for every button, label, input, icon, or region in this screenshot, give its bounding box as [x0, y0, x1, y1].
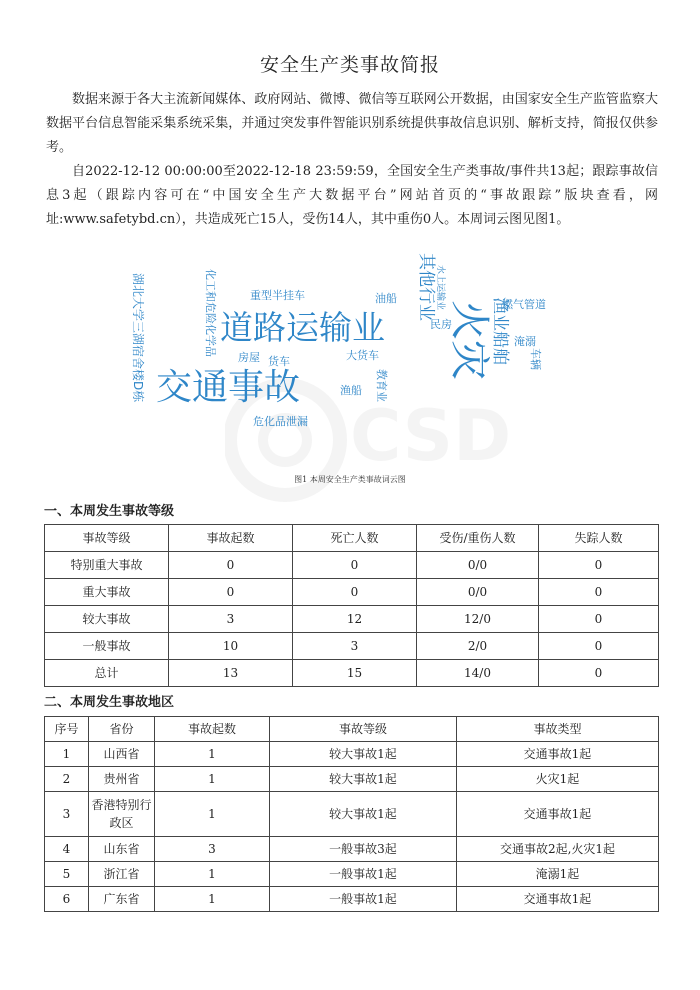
header-cell: 受伤/重伤人数 — [417, 525, 539, 552]
header-cell: 序号 — [45, 717, 89, 742]
table-row — [45, 837, 659, 862]
table-cell: 0 — [539, 660, 659, 687]
table-cell: 交通事故1起 — [457, 887, 659, 912]
table-row — [45, 579, 659, 606]
table-cell: 火灾1起 — [457, 767, 659, 792]
table-header-row — [45, 717, 659, 742]
word-drowning: 淹溺 — [514, 335, 536, 348]
table-cell: 3 — [169, 606, 293, 633]
table-cell: 浙江省 — [89, 862, 155, 887]
word-cloud-caption: 图1 本周安全生产类事故词云图 — [294, 475, 406, 484]
table-cell: 交通事故2起,火灾1起 — [457, 837, 659, 862]
table-row — [45, 552, 659, 579]
accident-level-table — [44, 524, 659, 687]
table-cell: 4 — [45, 837, 89, 862]
word-fishing-boat: 渔船 — [340, 384, 362, 397]
intro-paragraph: 数据来源于各大主流新闻媒体、政府网站、微博、微信等互联网公开数据，由国家安全生产监管监察大数据平台信息智能采集系统采集，并通过突发事件智能识别系统提供事故信息识别、解析支持，简报仅供参考。 — [46, 92, 658, 155]
word-house: 房屋 — [238, 351, 260, 364]
table-cell: 0 — [293, 552, 417, 579]
word-cloud — [120, 245, 580, 465]
table-cell: 3 — [155, 837, 270, 862]
watermark-text: CSD — [350, 395, 512, 477]
table-cell: 重大事故 — [45, 579, 169, 606]
table-cell: 一般事故3起 — [270, 837, 457, 862]
table-cell: 一般事故1起 — [270, 887, 457, 912]
table-row — [45, 633, 659, 660]
table-cell: 1 — [155, 792, 270, 837]
header-cell: 失踪人数 — [539, 525, 659, 552]
word-residential: 民房 — [430, 318, 452, 331]
table-cell: 2 — [45, 767, 89, 792]
table-cell: 较大事故 — [45, 606, 169, 633]
table-cell: 0/0 — [417, 552, 539, 579]
table-cell: 香港特别行政区 — [89, 792, 155, 837]
table-cell: 1 — [155, 742, 270, 767]
table-cell: 6 — [45, 887, 89, 912]
header-cell: 事故起数 — [155, 717, 270, 742]
table-cell: 0 — [539, 552, 659, 579]
table-cell: 1 — [155, 767, 270, 792]
table-cell: 1 — [155, 862, 270, 887]
table-cell: 贵州省 — [89, 767, 155, 792]
table-cell: 较大事故1起 — [270, 742, 457, 767]
table-header-row — [45, 525, 659, 552]
table-cell: 3 — [293, 633, 417, 660]
word-education: 教育业 — [375, 369, 388, 402]
header-cell: 事故等级 — [270, 717, 457, 742]
section-accident-region-heading: 二、本周发生事故地区 — [44, 695, 175, 710]
table-cell: 5 — [45, 862, 89, 887]
word-fire: 火灾 — [446, 300, 492, 380]
table-cell: 3 — [45, 792, 89, 837]
table-cell: 较大事故1起 — [270, 767, 457, 792]
table-row — [45, 767, 659, 792]
accident-region-table — [44, 716, 659, 912]
table-cell: 1 — [155, 887, 270, 912]
page-title: 安全生产类事故简报 — [259, 54, 440, 76]
table-cell: 14/0 — [417, 660, 539, 687]
word-cargo-truck: 货车 — [268, 355, 290, 368]
table-cell: 0 — [539, 633, 659, 660]
word-road-transport: 道路运输业 — [220, 308, 385, 347]
table-cell: 较大事故1起 — [270, 792, 457, 837]
word-other-industry: 其他行业 — [416, 253, 436, 321]
table-cell: 总计 — [45, 660, 169, 687]
table-cell: 0 — [169, 579, 293, 606]
header-cell: 死亡人数 — [293, 525, 417, 552]
table-cell: 12 — [293, 606, 417, 633]
word-chemicals: 化工和危险化学品 — [204, 269, 217, 357]
table-cell: 0/0 — [417, 579, 539, 606]
table-cell: 15 — [293, 660, 417, 687]
table-cell: 山西省 — [89, 742, 155, 767]
table-row — [45, 606, 659, 633]
header-cell: 事故起数 — [169, 525, 293, 552]
header-cell: 事故类型 — [457, 717, 659, 742]
section-accident-level-heading: 一、本周发生事故等级 — [44, 504, 175, 519]
word-oil-tanker: 油船 — [375, 292, 397, 305]
word-gas-pipeline: 燃气管道 — [502, 298, 546, 311]
table-row — [45, 887, 659, 912]
table-cell: 2/0 — [417, 633, 539, 660]
header-cell: 省份 — [89, 717, 155, 742]
word-big-truck: 大货车 — [346, 349, 379, 362]
table-row — [45, 792, 659, 837]
word-fishing-vessel: 渔业船舶 — [490, 297, 510, 365]
table-cell: 12/0 — [417, 606, 539, 633]
table-cell: 1 — [45, 742, 89, 767]
table-cell: 0 — [169, 552, 293, 579]
word-traffic-accident: 交通事故 — [156, 367, 301, 408]
table-cell: 13 — [169, 660, 293, 687]
word-vehicle: 车辆 — [529, 348, 542, 370]
table-cell: 广东省 — [89, 887, 155, 912]
word-heavy-trailer: 重型半挂车 — [250, 289, 305, 302]
table-cell: 交通事故1起 — [457, 792, 659, 837]
table-cell: 0 — [539, 606, 659, 633]
table-cell: 特别重大事故 — [45, 552, 169, 579]
table-cell: 10 — [169, 633, 293, 660]
table-cell: 0 — [539, 579, 659, 606]
word-water-transport: 水上运输业 — [435, 265, 445, 311]
summary-paragraph: 自2022-12-12 00:00:00至2022-12-18 23:59:59，全国安全生产类事故/事件共13起；跟踪事故信息3起（跟踪内容可在“中国安全生产大数据平台”网站首页的“事故跟踪”版块查看，网址:www.safetybd.cn），共造成死亡15人，受伤14人，其中重伤0人。本周词云图见图1。 — [46, 164, 658, 227]
table-row-total — [45, 660, 659, 687]
table-cell: 山东省 — [89, 837, 155, 862]
table-row — [45, 862, 659, 887]
table-cell: 淹溺1起 — [457, 862, 659, 887]
word-hubei-dorm: 湖北大学三湖宿舍楼D栋 — [131, 273, 145, 403]
table-cell: 一般事故 — [45, 633, 169, 660]
table-cell: 一般事故1起 — [270, 862, 457, 887]
table-cell: 交通事故1起 — [457, 742, 659, 767]
table-row — [45, 742, 659, 767]
table-cell: 0 — [293, 579, 417, 606]
word-chemical-leak: 危化品泄漏 — [253, 415, 308, 428]
header-cell: 事故等级 — [45, 525, 169, 552]
